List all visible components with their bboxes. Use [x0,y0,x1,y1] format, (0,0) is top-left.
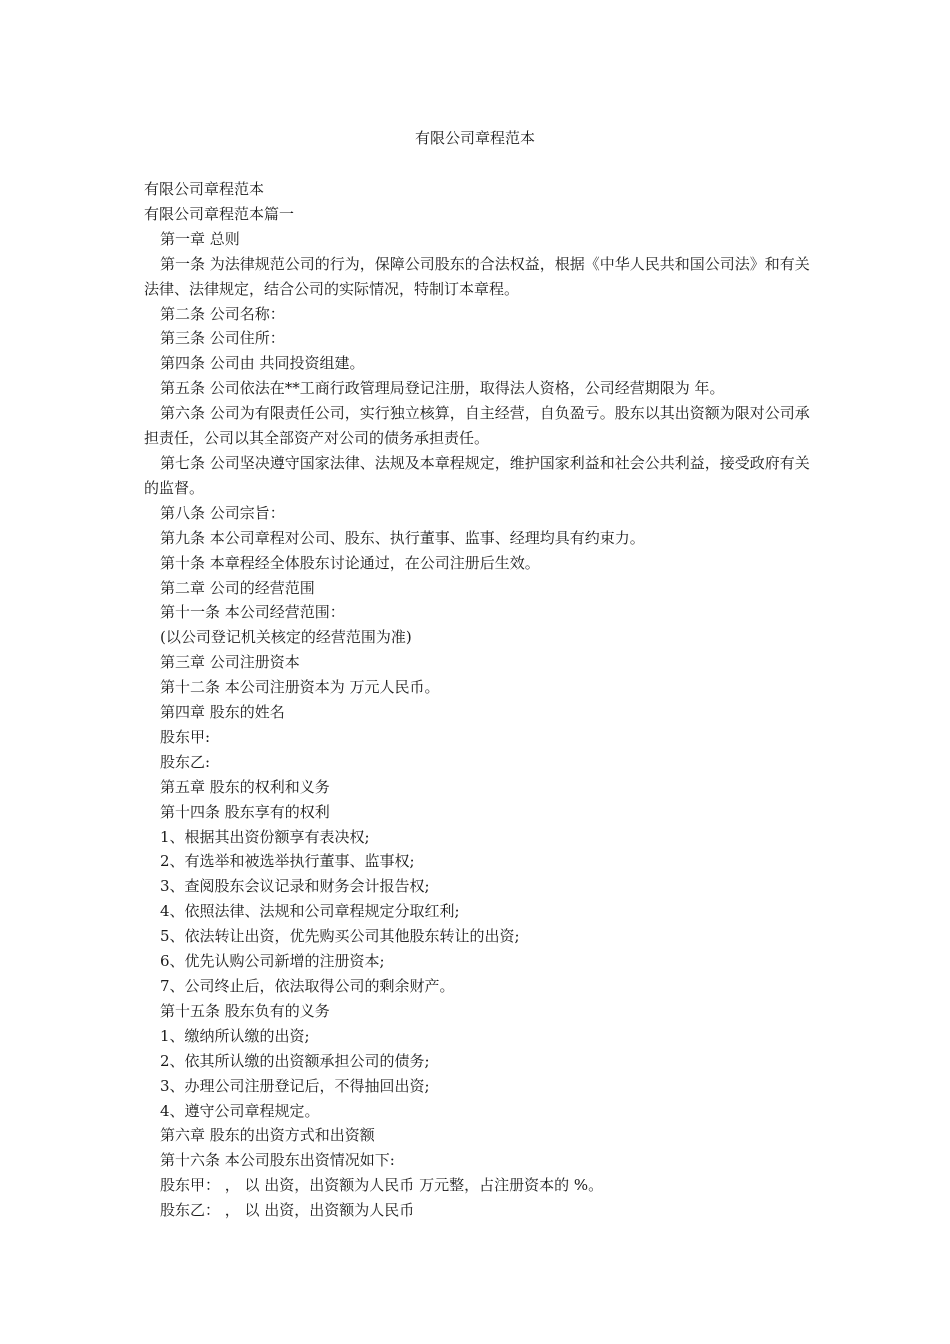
body-paragraph: 第十一条 本公司经营范围： [160,603,345,622]
body-paragraph: 第三章 公司注册资本 [160,653,300,672]
body-paragraph: 第六条 公司为有限责任公司，实行独立核算，自主经营，自负盈亏。股东以其出资额为限对公司承担责任，公司以其全部资产对公司的债务承担责任。 [144,404,810,448]
body-paragraph: 有限公司章程范本篇一 [144,204,295,223]
body-paragraph: 第四条 公司由 共同投资组建。 [160,354,365,373]
body-paragraph: 第十六条 本公司股东出资情况如下: [160,1151,395,1170]
body-paragraph: 第五条 公司依法在**工商行政管理局登记注册，取得法人资格，公司经营期限为 年。 [160,379,725,398]
body-paragraph: 第三条 公司住所： [160,329,285,348]
body-paragraph: 3、办理公司注册登记后，不得抽回出资; [160,1076,430,1095]
body-paragraph: 第七条 公司坚决遵守国家法律、法规及本章程规定，维护国家利益和社会公共利益，接受政府有关的监督。 [144,453,810,497]
body-paragraph: 股东甲: [160,727,211,746]
body-paragraph: 1、根据其出资份额享有表决权; [160,827,370,846]
body-paragraph: 第十条 本章程经全体股东讨论通过，在公司注册后生效。 [160,553,540,572]
body-paragraph: 第一章 总则 [160,229,240,248]
body-paragraph: 第二章 公司的经营范围 [160,578,315,597]
body-paragraph: 有限公司章程范本 [144,180,265,198]
body-paragraph: 第一条 为法律规范公司的行为，保障公司股东的合法权益，根据《中华人民共和国公司法》和有关法律、法律规定，结合公司的实际情况，特制订本章程。 [144,254,810,298]
body-paragraph: 5、依法转让出资，优先购买公司其他股东转让的出资; [160,927,520,946]
body-paragraph: 2、有选举和被选举执行董事、监事权; [160,852,415,871]
body-paragraph: 第六章 股东的出资方式和出资额 [160,1126,375,1145]
body-paragraph: 3、查阅股东会议记录和财务会计报告权; [160,877,430,896]
document-body [144,177,812,1223]
body-paragraph: 第四章 股东的姓名 [160,703,285,722]
body-paragraph: 第十二条 本公司注册资本为 万元人民币。 [160,678,440,697]
body-paragraph: 股东乙: [160,752,211,771]
body-paragraph: 7、公司终止后，依法取得公司的剩余财产。 [160,977,455,995]
document-title: 有限公司章程范本 [414,129,535,147]
body-paragraph: 6、优先认购公司新增的注册资本; [160,952,385,971]
body-paragraph: 第二条 公司名称： [160,304,285,323]
body-paragraph: (以公司登记机关核定的经营范围为准) [160,628,412,647]
body-paragraph: 股东乙： ， 以 出资，出资额为人民币 [160,1201,415,1220]
body-paragraph: 4、依照法律、法规和公司章程规定分取红利; [160,902,460,921]
body-paragraph: 1、缴纳所认缴的出资; [160,1026,310,1045]
body-paragraph: 第九条 本公司章程对公司、股东、执行董事、监事、经理均具有约束力。 [160,528,645,547]
body-paragraph: 2、依其所认缴的出资额承担公司的债务; [160,1051,430,1070]
body-paragraph: 4、遵守公司章程规定。 [160,1101,320,1120]
body-paragraph: 第八条 公司宗旨： [160,503,285,522]
body-paragraph: 第十四条 股东享有的权利 [160,802,330,821]
body-paragraph: 第五章 股东的权利和义务 [160,777,330,796]
body-paragraph: 第十五条 股东负有的义务 [160,1001,330,1020]
body-paragraph: 股东甲： ， 以 出资，出资额为人民币 万元整，占注册资本的 %。 [160,1176,604,1195]
